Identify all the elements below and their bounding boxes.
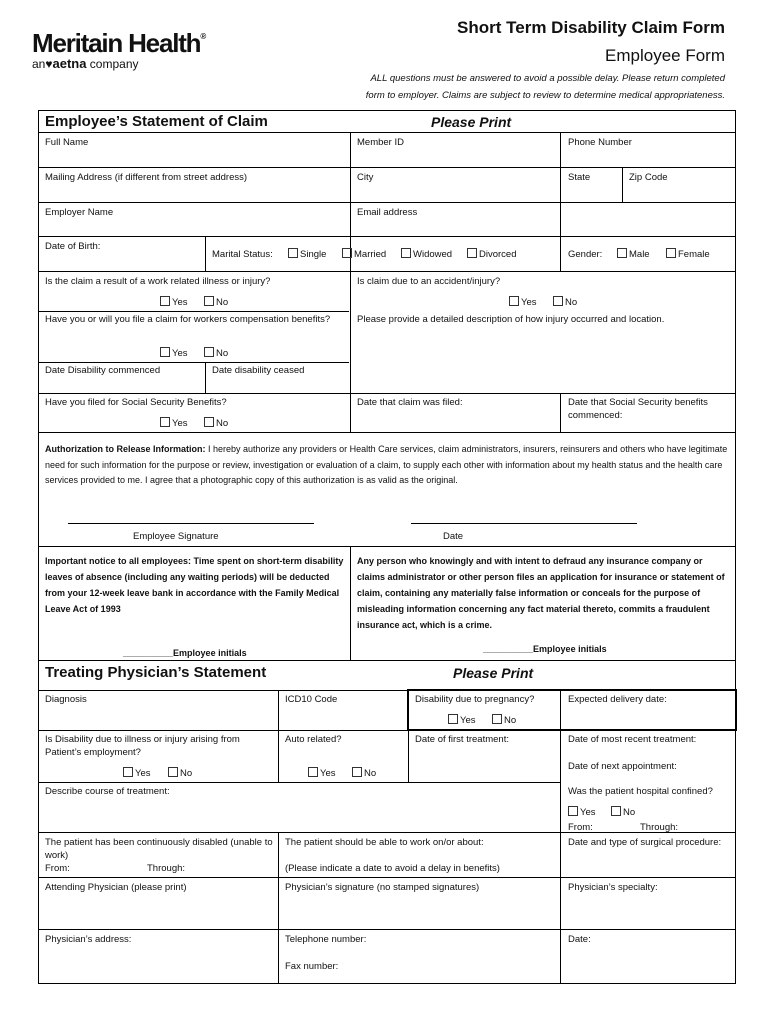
work-related-no-checkbox[interactable]: No (204, 296, 228, 309)
marital-status-label: Marital Status: (212, 249, 273, 260)
full-name-field[interactable]: Full Name (45, 137, 89, 148)
return-to-work-note: (Please indicate a date to avoid a delay in benefits) (285, 863, 500, 874)
male-checkbox[interactable]: Male (617, 248, 650, 261)
surgical-procedure-field[interactable]: Date and type of surgical procedure: (568, 837, 722, 848)
ss-benefits-date-field[interactable]: Date that Social Security benefits commenced: (568, 397, 708, 421)
illness-employment-yes-checkbox[interactable]: Yes (123, 767, 151, 780)
date-disability-ceased-field[interactable]: Date disability ceased (212, 365, 305, 376)
pregnancy-yes-checkbox[interactable]: Yes (448, 714, 476, 727)
employee-signature-field[interactable]: Employee Signature (133, 531, 219, 542)
form-title: Short Term Disability Claim Form (457, 18, 725, 37)
meritain-logo-name: Meritain Health® (32, 28, 206, 58)
physician-date-field[interactable]: Date: (568, 934, 591, 945)
form-instructions: ALL questions must be answered to avoid a possible delay. Please return completed form to employer. Claims are subject to review to determine medical appropriateness. (365, 73, 725, 101)
heart-icon: ♥ (45, 57, 53, 71)
recent-treatment-date-field[interactable]: Date of most recent treatment: (568, 734, 697, 745)
physician-address-field[interactable]: Physician’s address: (45, 934, 132, 945)
return-to-work-date-field[interactable]: The patient should be able to work on/or about: (285, 837, 484, 848)
married-checkbox[interactable]: Married (342, 248, 386, 261)
date-disability-commenced-field[interactable]: Date Disability commenced (45, 365, 161, 376)
next-appointment-date-field[interactable]: Date of next appointment: (568, 761, 677, 772)
zip-code-field[interactable]: Zip Code (629, 172, 668, 183)
female-checkbox[interactable]: Female (666, 248, 710, 261)
phone-number-field[interactable]: Phone Number (568, 137, 632, 148)
telephone-number-field[interactable]: Telephone number: (285, 934, 367, 945)
aetna-company-tagline: an♥aetna company (32, 56, 139, 71)
social-security-question: Have you filed for Social Security Benefits? (45, 397, 227, 408)
work-related-question: Is the claim a result of a work related illness or injury? (45, 276, 271, 287)
date-of-birth-field[interactable]: Date of Birth: (45, 241, 101, 252)
physician-signature-field[interactable]: Physician’s signature (no stamped signatures) (285, 882, 480, 893)
please-print-label: Please Print (431, 114, 512, 130)
attending-physician-field[interactable]: Attending Physician (please print) (45, 882, 187, 893)
social-security-no-checkbox[interactable]: No (204, 417, 228, 430)
workers-comp-yes-checkbox[interactable]: Yes (160, 347, 188, 360)
mailing-address-field[interactable]: Mailing Address (if different from street address) (45, 172, 248, 183)
pregnancy-question: Disability due to pregnancy? (415, 694, 535, 705)
hospital-through-field[interactable]: Through: (640, 822, 679, 833)
continuously-disabled-label: The patient has been continuously disabled (unable to work) (45, 837, 273, 861)
expected-delivery-date-field[interactable]: Expected delivery date: (568, 694, 667, 705)
illness-employment-question: Is Disability due to illness or injury arising from Patient’s employment? (45, 734, 240, 758)
gender-label: Gender: (568, 249, 603, 260)
accident-yes-checkbox[interactable]: Yes (509, 296, 537, 309)
first-treatment-date-field[interactable]: Date of first treatment: (415, 734, 509, 745)
divorced-checkbox[interactable]: Divorced (467, 248, 517, 261)
email-field[interactable]: Email address (357, 207, 418, 218)
authorization-paragraph: Authorization to Release Information: I hereby authorize any providers or Health Care services, claim administrators, insurers, reinsurers and others who have legitimate need for such information for the purpose or review, investigation or evaluation of a claim, to supply each other with information about my health status and the health care services provided to me. I agree that a photographic copy of this authorization is as valid as the original. (45, 444, 728, 485)
physician-section-title: Treating Physician’s Statement (45, 664, 267, 681)
member-id-field[interactable]: Member ID (357, 137, 404, 148)
ss-claim-date-field[interactable]: Date that claim was filed: (357, 397, 463, 408)
fmla-notice: Important notice to all employees: Time spent on short-term disability leaves of absence (including any waiting periods) will be deducted from your 12-week leave bank in accordance with the Family Medical Leave Act of 1993 (45, 556, 344, 614)
fraud-notice: Any person who knowingly and with intent to defraud any insurance company or claims administrator or other person files an application for insurance or statement of claim, containing any materially false information or conceals for the purpose of misleading information concerning any fact material thereto, commits a fraudulent insurance act, which is a crime. (357, 556, 725, 630)
hospital-confined-question: Was the patient hospital confined? (568, 786, 713, 797)
physician-specialty-field[interactable]: Physician’s specialty: (568, 882, 658, 893)
social-security-yes-checkbox[interactable]: Yes (160, 417, 188, 430)
fax-number-field[interactable]: Fax number: (285, 961, 339, 972)
single-checkbox[interactable]: Single (288, 248, 326, 261)
work-related-yes-checkbox[interactable]: Yes (160, 296, 188, 309)
hospital-from-field[interactable]: From: (568, 822, 593, 833)
accident-question: Is claim due to an accident/injury? (357, 276, 501, 287)
fraud-employee-initials[interactable]: __________Employee initials (483, 644, 607, 654)
fmla-employee-initials[interactable]: __________Employee initials (123, 648, 247, 658)
state-field[interactable]: State (568, 172, 591, 183)
disabled-from-field[interactable]: From: (45, 863, 70, 874)
illness-employment-no-checkbox[interactable]: No (168, 767, 192, 780)
form-subtitle: Employee Form (605, 46, 725, 65)
course-of-treatment-field[interactable]: Describe course of treatment: (45, 786, 170, 797)
hospital-confined-yes-checkbox[interactable]: Yes (568, 806, 596, 819)
disabled-through-field[interactable]: Through: (147, 863, 186, 874)
hospital-confined-no-checkbox[interactable]: No (611, 806, 635, 819)
workers-comp-no-checkbox[interactable]: No (204, 347, 228, 360)
pregnancy-no-checkbox[interactable]: No (492, 714, 516, 727)
auto-related-no-checkbox[interactable]: No (352, 767, 376, 780)
auto-related-yes-checkbox[interactable]: Yes (308, 767, 336, 780)
auto-related-question: Auto related? (285, 734, 342, 745)
workers-comp-question: Have you or will you file a claim for workers compensation benefits? (45, 314, 331, 325)
employer-name-field[interactable]: Employer Name (45, 207, 114, 218)
widowed-checkbox[interactable]: Widowed (401, 248, 452, 261)
injury-description-field[interactable]: Please provide a detailed description of how injury occurred and location. (357, 314, 665, 325)
city-field[interactable]: City (357, 172, 374, 183)
signature-date-field[interactable]: Date (443, 531, 464, 542)
accident-no-checkbox[interactable]: No (553, 296, 577, 309)
icd10-code-field[interactable]: ICD10 Code (285, 694, 338, 705)
diagnosis-field[interactable]: Diagnosis (45, 694, 87, 705)
physician-please-print-label: Please Print (453, 665, 534, 681)
employee-section-title: Employee’s Statement of Claim (45, 113, 268, 130)
